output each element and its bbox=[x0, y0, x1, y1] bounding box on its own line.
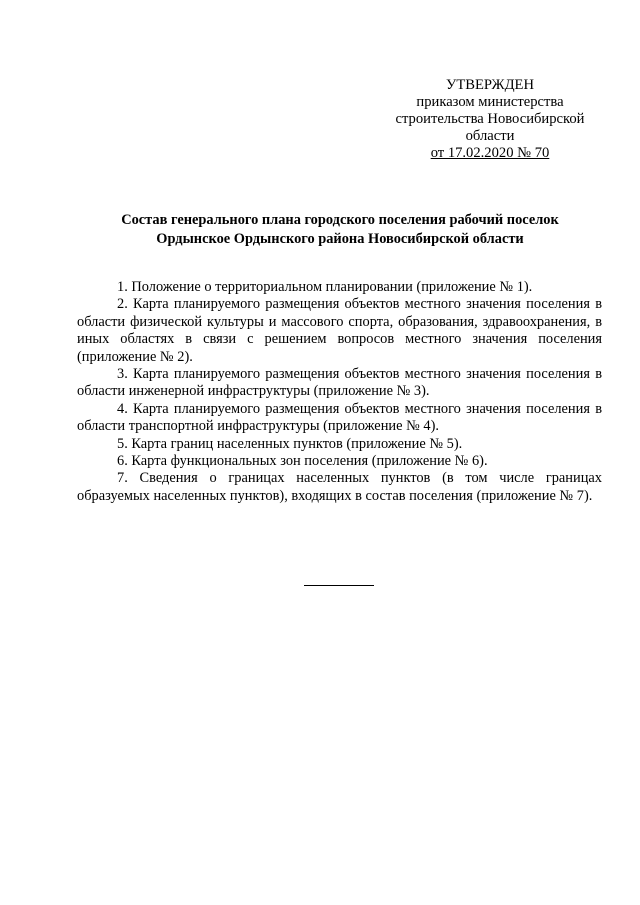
list-item-7: 7. Сведения о границах населенных пунктов (в том числе границах образуемых населенных пунктов), входящих в состав поселения (приложение № 7). bbox=[77, 470, 602, 504]
approval-issuer-line-3: области bbox=[465, 128, 515, 144]
document-title-line-1: Состав генерального плана городского поселения рабочий поселок bbox=[121, 212, 559, 228]
document-title bbox=[90, 211, 590, 249]
document-body bbox=[77, 279, 602, 505]
end-separator-line bbox=[304, 585, 374, 586]
list-item-6: 6. Карта функциональных зон поселения (приложение № 6). bbox=[117, 453, 488, 470]
document-title-line-2: Ордынское Ордынского района Новосибирской области bbox=[156, 231, 524, 247]
list-item-1: 1. Положение о территориальном планировании (приложение № 1). bbox=[117, 279, 533, 295]
list-item-5: 5. Карта границ населенных пунктов (приложение № 5). bbox=[117, 435, 463, 452]
approval-heading: УТВЕРЖДЕН bbox=[446, 77, 534, 93]
approval-stamp bbox=[380, 77, 600, 162]
list-item-3: 3. Карта планируемого размещения объектов местного значения поселения в области инженерной инфраструктуры (приложение № 3). bbox=[77, 366, 602, 400]
approval-order-date-number: от 17.02.2020 № 70 bbox=[430, 145, 550, 161]
approval-issuer-line-2: строительства Новосибирской bbox=[395, 111, 585, 127]
list-item-4: 4. Карта планируемого размещения объектов местного значения поселения в области транспортной инфраструктуры (приложение № 4). bbox=[77, 400, 602, 435]
list-item-2: 2. Карта планируемого размещения объектов местного значения поселения в области физической культуры и массового спорта, образования, здравоохранения, в иных областях в связи с решением вопросов местного значения поселения (приложение № 2). bbox=[77, 296, 602, 365]
approval-issuer-line-1: приказом министерства bbox=[416, 94, 564, 110]
